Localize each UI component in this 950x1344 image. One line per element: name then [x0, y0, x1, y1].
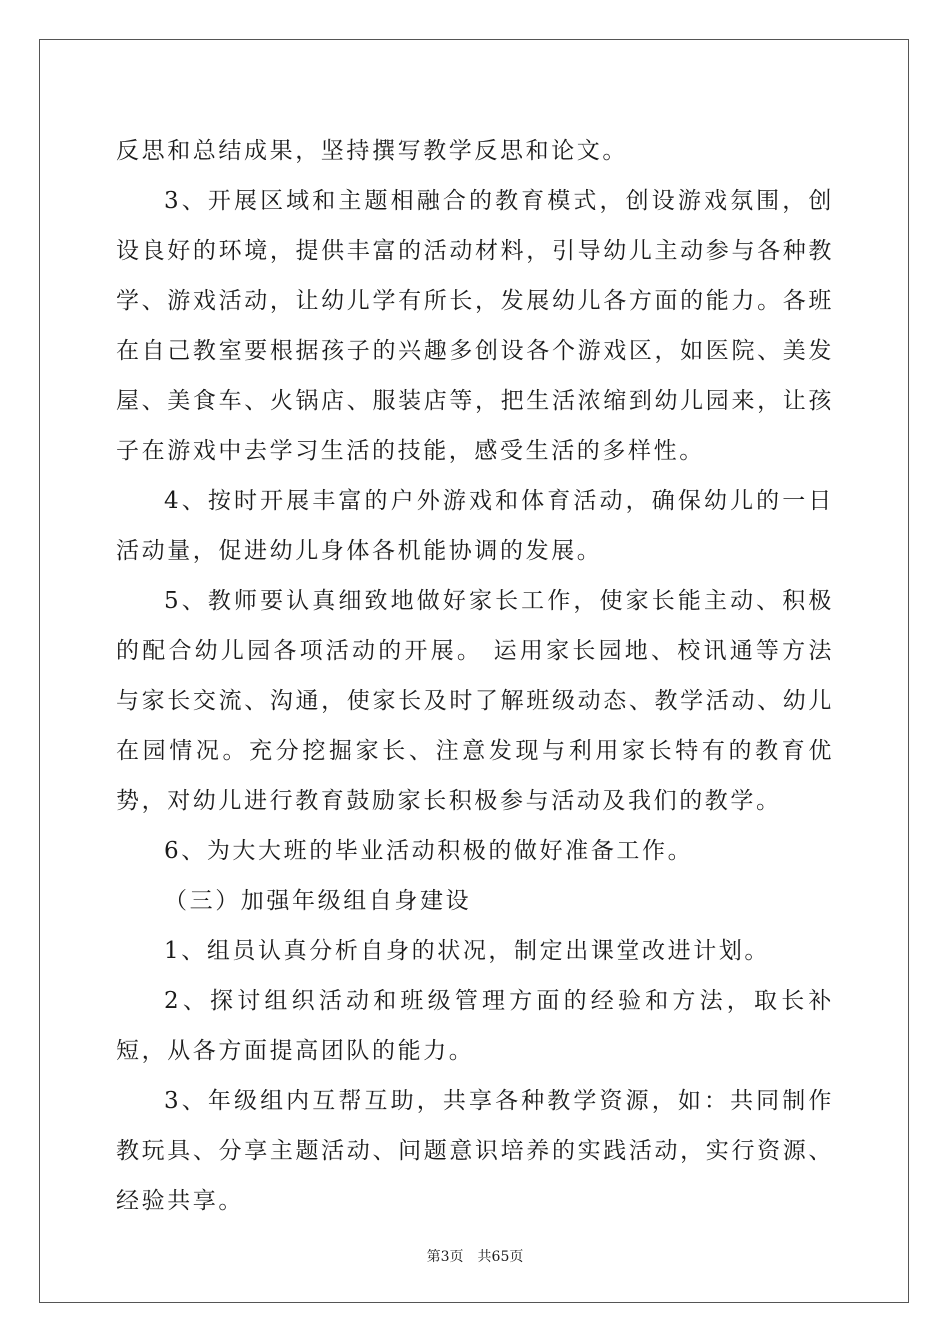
document-body [116, 126, 834, 1226]
paragraph-2: 3、开展区域和主题相融合的教育模式，创设游戏氛围，创设良好的环境，提供丰富的活动材料，引导幼儿主动参与各种教学、游戏活动，让幼儿学有所长，发展幼儿各方面的能力。各班在自己教室要根据孩子的兴趣多创设各个游戏区，如医院、美发屋、美食车、火锅店、服装店等，把生活浓缩到幼儿园来，让孩子在游戏中去学习生活的技能，感受生活的多样性。 [116, 188, 834, 464]
page-number: 第3页 [426, 1249, 464, 1265]
section-heading: （三）加强年级组自身建设 [164, 888, 472, 914]
paragraph-6: 1、组员认真分析自身的状况，制定出课堂改进计划。 [164, 938, 771, 964]
paragraph-3: 4、按时开展丰富的户外游戏和体育活动，确保幼儿的一日活动量，促进幼儿身体各机能协调的发展。 [116, 488, 834, 564]
paragraph-4: 5、教师要认真细致地做好家长工作，使家长能主动、积极的配合幼儿园各项活动的开展。 运用家长园地、校讯通等方法与家长交流、沟通，使家长及时了解班级动态、教学活动、幼儿在园情况。充分挖掘家长、注意发现与利用家长特有的教育优势，对幼儿进行教育鼓励家长积极参与活动及我们的教学。 [116, 588, 834, 814]
page-total: 共65页 [477, 1249, 524, 1265]
page-footer [0, 1246, 950, 1266]
paragraph-8: 3、年级组内互帮互助，共享各种教学资源，如：共同制作教玩具、分享主题活动、问题意识培养的实践活动，实行资源、经验共享。 [116, 1088, 834, 1214]
paragraph-7: 2、探讨组织活动和班级管理方面的经验和方法，取长补短，从各方面提高团队的能力。 [116, 988, 834, 1064]
paragraph-1: 反思和总结成果，坚持撰写教学反思和论文。 [116, 138, 628, 164]
paragraph-5: 6、为大大班的毕业活动积极的做好准备工作。 [164, 838, 694, 864]
